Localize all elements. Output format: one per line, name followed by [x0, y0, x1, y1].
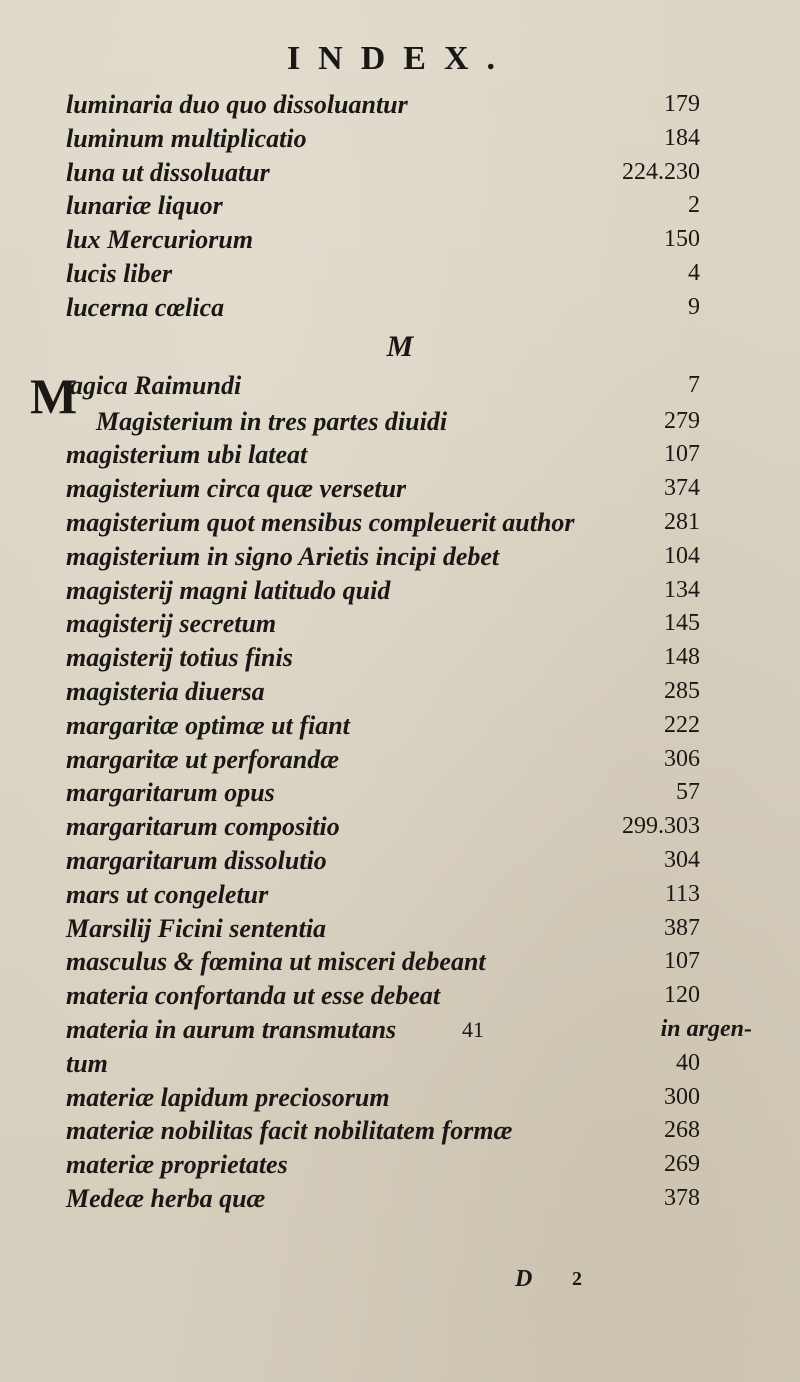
entry-term: magisterij magni latitudo quid [66, 575, 391, 605]
entry-page: 179 [664, 91, 700, 117]
index-entry [0, 405, 800, 439]
entry-term: margaritæ optimæ ut fiant [66, 710, 350, 740]
index-entry [0, 88, 800, 122]
entry-page: 2 [688, 192, 700, 219]
index-entry [0, 675, 800, 709]
entry-page: 9 [688, 293, 700, 320]
index-entry [0, 709, 800, 743]
entry-term: margaritarum compositio [66, 812, 340, 842]
entry-page: 4 [688, 259, 700, 286]
entry-term: mars ut congeletur [66, 879, 269, 909]
entry-term: lux Mercuriorum [66, 225, 254, 255]
entry-term: magisterium ubi lateat [66, 440, 308, 470]
entry-term: magisterij secretum [66, 609, 277, 639]
entry-mid-number: 41 [462, 1016, 484, 1042]
index-entry [0, 438, 800, 472]
entry-term: margaritarum opus [66, 778, 275, 808]
entry-term: masculus & fœmina ut misceri debeant [66, 947, 486, 977]
index-entry [0, 472, 800, 506]
entry-term: luna ut dissoluatur [66, 157, 270, 187]
entry-term: magisteria diuersa [66, 676, 265, 706]
index-entry [0, 743, 800, 777]
entry-page: 306 [664, 745, 700, 772]
index-entry [0, 945, 800, 979]
index-entry [0, 223, 800, 257]
entry-page: 378 [664, 1184, 700, 1211]
entry-term: magisterium circa quæ versetur [66, 474, 407, 504]
entry-page: 374 [664, 475, 700, 502]
entry-term: lucerna cœlica [66, 292, 225, 322]
index-entry-continuation [0, 1047, 800, 1081]
index-entry [0, 1081, 800, 1115]
index-entry [0, 189, 800, 223]
entry-page: 269 [664, 1151, 700, 1178]
entry-page: 107 [664, 948, 700, 975]
index-entry [0, 810, 800, 844]
index-entry [0, 540, 800, 574]
index-entry [0, 912, 800, 946]
entry-term: luminaria duo quo dissoluantur [66, 90, 408, 119]
entry-term: magisterium quot mensibus compleuerit author [66, 507, 575, 537]
entry-page: 304 [664, 846, 700, 873]
index-entry [0, 1182, 800, 1216]
entry-page: 222 [664, 711, 700, 738]
entry-page: 300 [664, 1083, 700, 1110]
index-entry [0, 291, 800, 325]
entry-page: 40 [676, 1049, 700, 1076]
entry-page: 134 [664, 576, 700, 603]
entry-term: margaritarum dissolutio [66, 845, 327, 875]
entry-term: lucis liber [66, 258, 173, 288]
entry-page: 285 [664, 677, 700, 704]
index-entry [0, 1114, 800, 1148]
entry-term: margaritæ ut perforandæ [66, 744, 340, 774]
entry-term: Marsilij Ficini sententia [66, 913, 327, 943]
entry-page: 281 [664, 508, 700, 535]
signature-mark: D [515, 1266, 533, 1292]
page-title: INDEX. [286, 40, 514, 77]
entry-page: 104 [664, 542, 700, 569]
index-entry [0, 1013, 800, 1047]
index-entry [0, 122, 800, 156]
signature-number: 2 [572, 1268, 582, 1290]
index-entry [0, 156, 800, 190]
page-footer [0, 1266, 800, 1306]
entry-term: Medeæ herba quæ [66, 1183, 266, 1213]
entry-page: 268 [664, 1117, 700, 1144]
index-entry [0, 979, 800, 1013]
entry-page: 113 [664, 880, 700, 907]
index-entry [0, 776, 800, 810]
entry-page: 299.303 [622, 813, 700, 840]
entry-page: 279 [664, 407, 700, 434]
entry-term: materiæ proprietates [66, 1150, 288, 1180]
entry-page: 7 [688, 371, 700, 398]
index-entry [0, 257, 800, 291]
dropcap-letter: M [30, 367, 78, 424]
entry-page: 145 [664, 610, 700, 637]
entry-term: lunariæ liquor [66, 191, 223, 221]
index-entry [0, 878, 800, 912]
index-entry [0, 1148, 800, 1182]
entry-term: tum [66, 1048, 108, 1078]
entry-term: materia confortanda ut esse debeat [66, 981, 441, 1011]
entry-term: materiæ nobilitas facit nobilitatem formæ [66, 1116, 513, 1146]
index-entry [0, 574, 800, 608]
entry-term: magisterium in signo Arietis incipi debet [66, 541, 500, 571]
entry-page: 387 [664, 914, 700, 941]
entry-page: 150 [664, 226, 700, 253]
entry-term: luminum multiplicatio [66, 123, 307, 153]
index-entry [0, 844, 800, 878]
entry-term: agica Raimundi [70, 370, 242, 400]
entry-page: 57 [676, 779, 700, 806]
entry-tail: in argen- [660, 1015, 752, 1042]
entry-page: 184 [664, 124, 700, 151]
entry-term: materia in aurum transmutans [66, 1014, 397, 1044]
index-entry [0, 607, 800, 641]
entry-page: 148 [664, 644, 700, 671]
entry-term: Magisterium in tres partes diuidi [96, 406, 448, 436]
entry-page: 224.230 [622, 158, 700, 185]
index-entry [0, 506, 800, 540]
entry-page: 107 [664, 441, 700, 468]
section-letter: M [386, 329, 414, 363]
entry-term: magisterij totius finis [66, 643, 293, 673]
index-entries [0, 88, 800, 1216]
entry-term: materiæ lapidum preciosorum [66, 1082, 390, 1112]
entry-page: 120 [664, 982, 700, 1009]
index-entry [0, 641, 800, 675]
